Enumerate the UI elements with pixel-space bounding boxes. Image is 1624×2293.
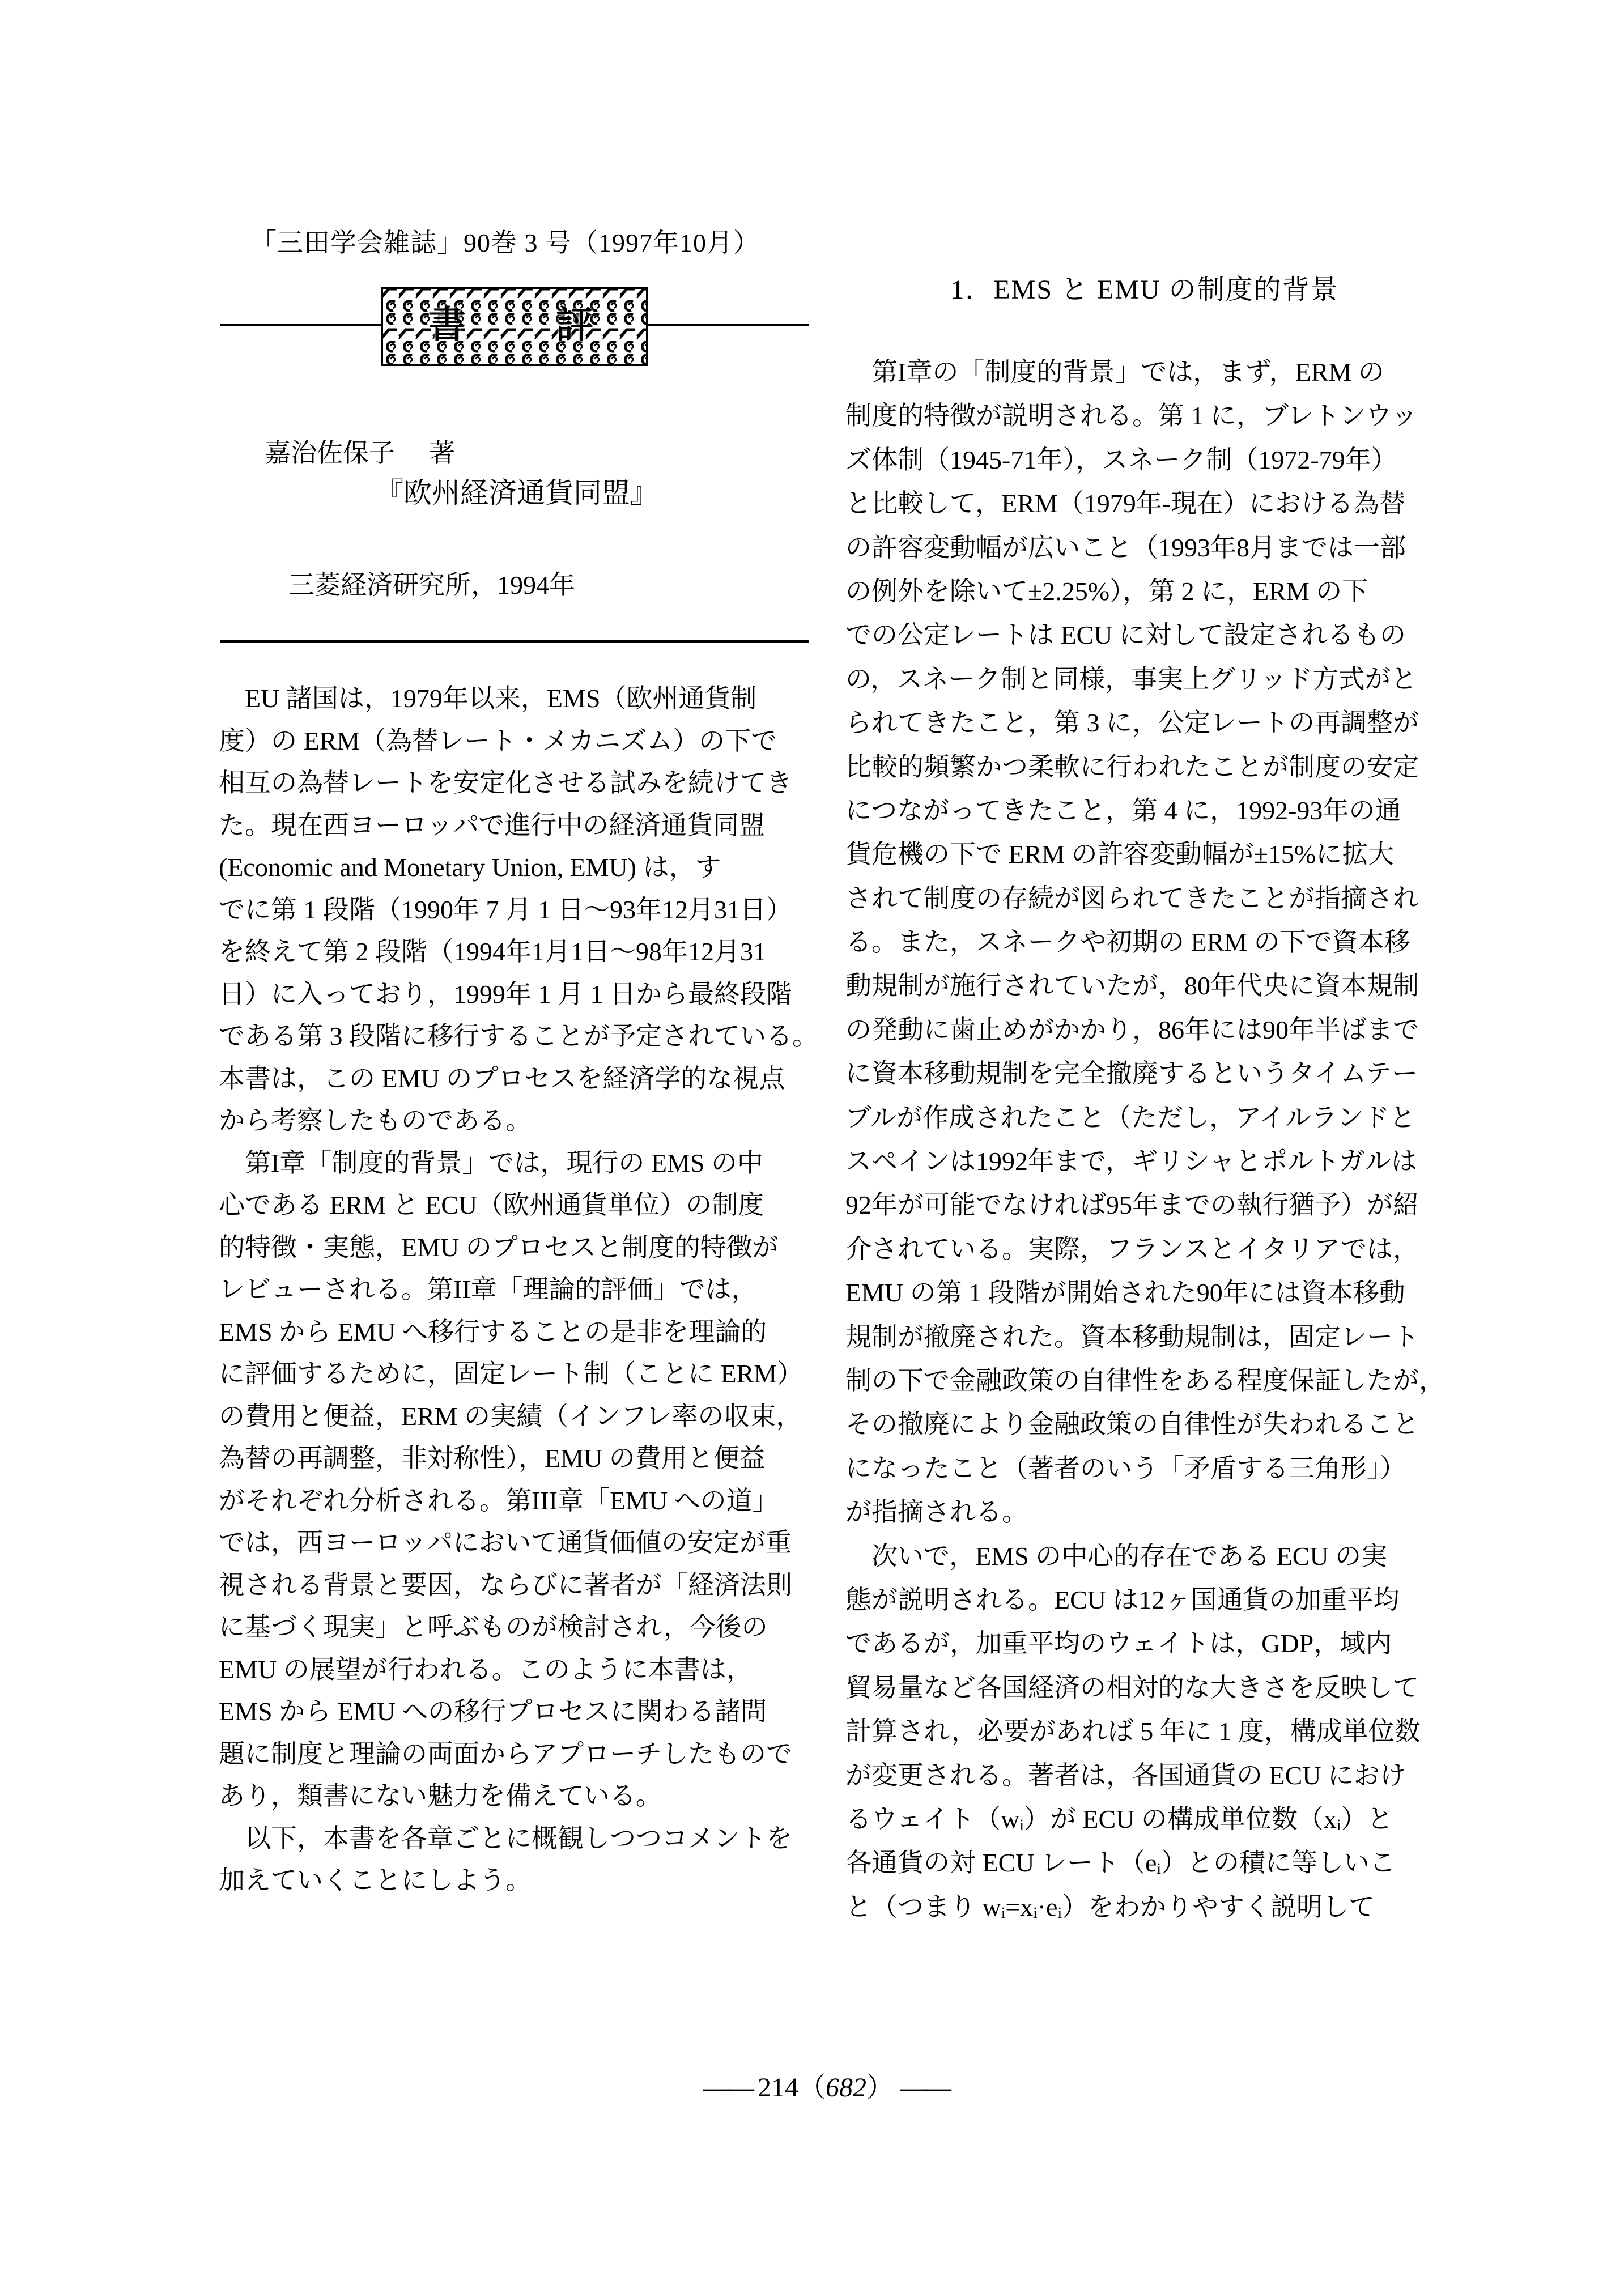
text-line: の許容変動幅が広いこと（1993年8月までは一部: [845, 533, 1406, 562]
text-line: 貿易量など各国経済の相対的な大きさを反映して: [845, 1673, 1419, 1702]
text-line: が指摘される。: [845, 1498, 1028, 1527]
text-line: 以下，本書を各章ごとに概観しつつコメントを: [219, 1823, 792, 1853]
text-line: 本書は，この EMU のプロセスを経済学的な視点: [219, 1063, 785, 1093]
text-line: 貨危機の下で ERM の許容変動幅が±15%に拡大: [845, 840, 1395, 869]
author-name: 嘉治佐保子: [265, 439, 395, 467]
text-line: に資本移動規制を完全撤廃するというタイムテー: [845, 1059, 1418, 1088]
text-line: 日）に入っており，1999年 1 月 1 日から最終段階: [219, 979, 792, 1009]
text-line: での公定レートは ECU に対して設定されるもの: [845, 620, 1406, 650]
banner-scroll-pattern: [381, 287, 648, 366]
text-line: につながってきたこと，第 4 に，1992-93年の通: [845, 795, 1401, 825]
text-line: スペインは1992年まで，ギリシャとポルトガルは: [845, 1147, 1417, 1176]
title-divider-line: [220, 640, 809, 643]
text-line: 92年が可能でなければ95年までの執行猶予）が紹: [845, 1190, 1419, 1220]
text-line: 比較的頻繁かつ柔軟に行われたことが制度の安定: [845, 752, 1419, 781]
text-line: EMU の第 1 段階が開始された90年には資本移動: [845, 1278, 1405, 1308]
text-line: 相互の為替レートを安定化させる試みを続けてき: [219, 768, 792, 797]
footer-dash-left: ——: [703, 2073, 751, 2103]
text-line: た。現在西ヨーロッパで進行中の経済通貨同盟: [219, 810, 766, 840]
text-line: 的特徴・実態，EMU のプロセスと制度的特徴が: [219, 1232, 779, 1262]
text-line: る。また，スネークや初期の ERM の下で資本移: [845, 928, 1410, 957]
text-line: が変更される。著者は，各国通貨の ECU におけ: [845, 1760, 1406, 1790]
text-line: 動規制が施行されていたが，80年代央に資本規制: [845, 971, 1419, 1001]
text-line: の例外を除いて±2.25%），第 2 に，ERM の下: [845, 576, 1368, 606]
text-line: (Economic and Monetary Union, EMU) は，す: [219, 853, 721, 882]
text-line: 制度的特徴が説明される。第 1 に，ブレトンウッ: [845, 401, 1418, 431]
footer-numbers: [758, 2073, 894, 2103]
page-number: 214: [757, 2073, 798, 2103]
text-line: 計算され，必要があれば 5 年に 1 度，構成単位数: [845, 1717, 1421, 1746]
text-line: 第I章「制度的背景」では，現行の EMS の中: [219, 1148, 763, 1177]
text-line: 態が説明される。ECU は12ヶ国通貨の加重平均: [845, 1585, 1400, 1614]
text-line: の費用と便益，ERM の実績（インフレ率の収束，: [219, 1401, 802, 1431]
folio-open-paren: （: [798, 2073, 826, 2103]
text-line: 加えていくことにしよう。: [219, 1866, 532, 1895]
left-text-column: [219, 678, 818, 1902]
text-line: の発動に歯止めがかかり，86年には90年半ばまで: [845, 1015, 1419, 1044]
right-text-column: [845, 350, 1445, 1929]
folio-close-paren: ）: [866, 2073, 894, 2103]
text-line: と比較して，ERM（1979年-現在）における為替: [845, 489, 1406, 518]
text-line: されて制度の存続が図られてきたことが指摘され: [845, 883, 1419, 913]
text-line: EU 諸国は，1979年以来，EMS（欧州通貨制: [219, 684, 757, 713]
text-line: その撤廃により金融政策の自律性が失われること: [845, 1410, 1419, 1439]
text-line: EMU の展望が行われる。このように本書は，: [219, 1654, 753, 1684]
text-line: でに第 1 段階（1990年 7 月 1 日～93年12月31日）: [219, 895, 792, 924]
text-line: がそれぞれ分析される。第III章「EMU への道」: [219, 1486, 779, 1515]
text-line: であるが，加重平均のウェイトは，GDP，域内: [845, 1629, 1392, 1658]
folio-number: 682: [826, 2073, 866, 2103]
text-line: ズ体制（1945-71年），スネーク制（1972-79年）: [845, 445, 1397, 474]
book-title: 『欧州経済通貨同盟』: [375, 477, 658, 509]
text-line: 視される背景と要因，ならびに著者が「経済法則: [219, 1570, 792, 1599]
banner-kanji-sho: 書: [428, 304, 466, 346]
text-line: 規制が撤廃された。資本移動規制は，固定レート: [845, 1322, 1419, 1351]
footer-dash-right: ——: [900, 2073, 949, 2103]
text-line: と（つまり wᵢ=xᵢ·eᵢ）をわかりやすく説明して: [845, 1892, 1375, 1921]
text-line: から考察したものである。: [219, 1106, 532, 1135]
text-line: るウェイト（wᵢ）が ECU の構成単位数（xᵢ）と: [845, 1804, 1393, 1833]
text-line: 制の下で金融政策の自律性をある程度保証したが，: [845, 1365, 1445, 1395]
page-footer: [0, 2034, 1624, 2135]
text-line: では，西ヨーロッパにおいて通貨価値の安定が重: [219, 1528, 792, 1557]
text-line: を終えて第 2 段階（1994年1月1日～98年12月31: [219, 937, 766, 966]
text-line: 第I章の「制度的背景」では，まず，ERM の: [845, 358, 1384, 386]
section-heading: 1．EMS と EMU の制度的背景: [950, 275, 1339, 305]
text-line: EMS から EMU へ移行することの是非を理論的: [219, 1317, 767, 1346]
text-line: られてきたこと，第 3 に，公定レートの再調整が: [845, 708, 1419, 738]
text-line: 心である ERM と ECU（欧州通貨単位）の制度: [219, 1190, 764, 1219]
text-line: 介されている。実際，フランスとイタリアでは，: [845, 1234, 1419, 1264]
text-line: になったこと（著者のいう「矛盾する三角形」）: [845, 1453, 1406, 1483]
banner-kanji-hyo: 評: [556, 304, 593, 346]
text-line: 各通貨の対 ECU レート（eᵢ）との積に等しいこ: [845, 1848, 1396, 1878]
text-line: ブルが作成されたこと（ただし，アイルランドと: [845, 1103, 1416, 1132]
text-line: 題に制度と理論の両面からアプローチしたもので: [219, 1739, 792, 1768]
text-line: 次いで，EMS の中心的存在である ECU の実: [845, 1541, 1388, 1571]
text-line: EMS から EMU への移行プロセスに関わる諸問: [219, 1697, 767, 1726]
text-line: である第 3 段階に移行することが予定されている。: [219, 1022, 818, 1050]
book-review-banner: [381, 287, 648, 366]
text-line: に評価するために，固定レート制（ことに ERM）: [219, 1359, 804, 1388]
text-line: レビューされる。第II章「理論的評価」では，: [219, 1275, 758, 1304]
text-line: あり，類書にない魅力を備えている。: [219, 1781, 662, 1810]
text-line: に基づく現実」と呼ぶものが検討され，今後の: [219, 1613, 768, 1641]
journal-issue-line: 「三田学会雑誌」90巻 3 号（1997年10月）: [250, 228, 760, 257]
text-line: 度）の ERM（為替レート・メカニズム）の下で: [219, 726, 777, 755]
publisher-line: 三菱経済研究所，1994年: [288, 571, 575, 599]
author-suffix: 著: [429, 439, 455, 467]
text-line: 為替の再調整，非対称性），EMU の費用と便益: [219, 1444, 766, 1473]
text-line: の，スネーク制と同様，事実上グリッド方式がと: [845, 664, 1417, 694]
